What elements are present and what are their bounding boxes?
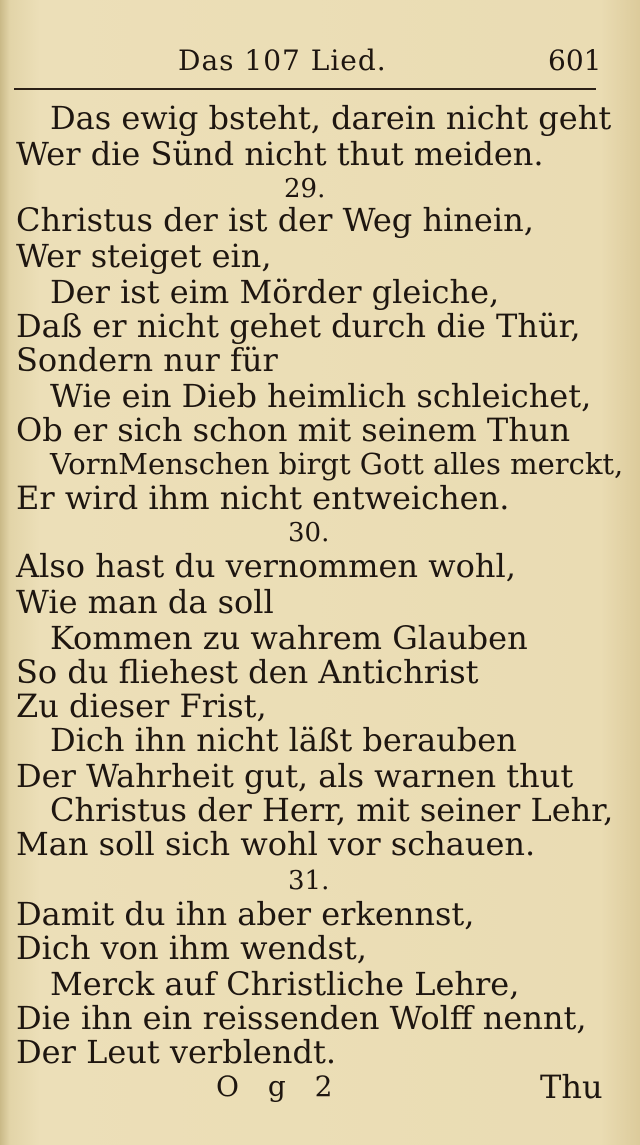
verse-line: Christus der ist der Weg hinein, bbox=[16, 201, 534, 239]
stanza-number: 31. bbox=[288, 866, 330, 896]
stanza-number: 29. bbox=[284, 174, 326, 204]
verse-line: Wie ein Dieb heimlich schleichet, bbox=[50, 377, 592, 415]
verse-line: Merck auf Christliche Lehre, bbox=[50, 965, 520, 1003]
verse-line: Wie man da soll bbox=[16, 583, 274, 621]
signature-mark: O g 2 bbox=[216, 1070, 343, 1103]
verse-line: Wer die Sünd nicht thut meiden. bbox=[16, 135, 544, 173]
verse-line: Man soll sich wohl vor schauen. bbox=[16, 825, 536, 863]
verse-line: Daß er nicht gehet durch die Thür, bbox=[16, 307, 581, 345]
stanza-number: 30. bbox=[288, 518, 330, 548]
page-header bbox=[0, 42, 640, 82]
header-rule bbox=[14, 88, 596, 90]
verse-line: VornMenschen birgt Gott alles merckt, bbox=[50, 447, 624, 481]
verse-line: Wer steiget ein, bbox=[16, 237, 272, 275]
verse-line: Dich von ihm wendst, bbox=[16, 929, 367, 967]
verse-line: Damit du ihn aber erkennst, bbox=[16, 895, 475, 933]
verse-line: Also hast du vernommen wohl, bbox=[16, 547, 516, 585]
verse-line: Kommen zu wahrem Glauben bbox=[50, 619, 528, 657]
verse-line: Christus der Herr, mit seiner Lehr, bbox=[50, 791, 614, 829]
verse-line: So du fliehest den Antichrist bbox=[16, 653, 479, 691]
verse-line: Der ist eim Mörder gleiche, bbox=[50, 273, 500, 311]
page-number: 601 bbox=[548, 44, 602, 77]
catchword: Thu bbox=[540, 1068, 603, 1106]
verse-line: Ob er sich schon mit seinem Thun bbox=[16, 411, 571, 449]
verse-line: Die ihn ein reissenden Wolff nennt, bbox=[16, 999, 587, 1037]
verse-line: Zu dieser Frist, bbox=[16, 687, 267, 725]
running-title: Das 107 Lied. bbox=[178, 44, 387, 77]
verse-line: Sondern nur für bbox=[16, 341, 278, 379]
verse-line: Dich ihn nicht läßt berauben bbox=[50, 721, 517, 759]
verse-line: Der Wahrheit gut, als warnen thut bbox=[16, 757, 574, 795]
verse-line: Er wird ihm nicht entweichen. bbox=[16, 479, 510, 517]
verse-line: Das ewig bsteht, darein nicht geht bbox=[50, 99, 612, 137]
verse-line: Der Leut verblendt. bbox=[16, 1033, 336, 1071]
